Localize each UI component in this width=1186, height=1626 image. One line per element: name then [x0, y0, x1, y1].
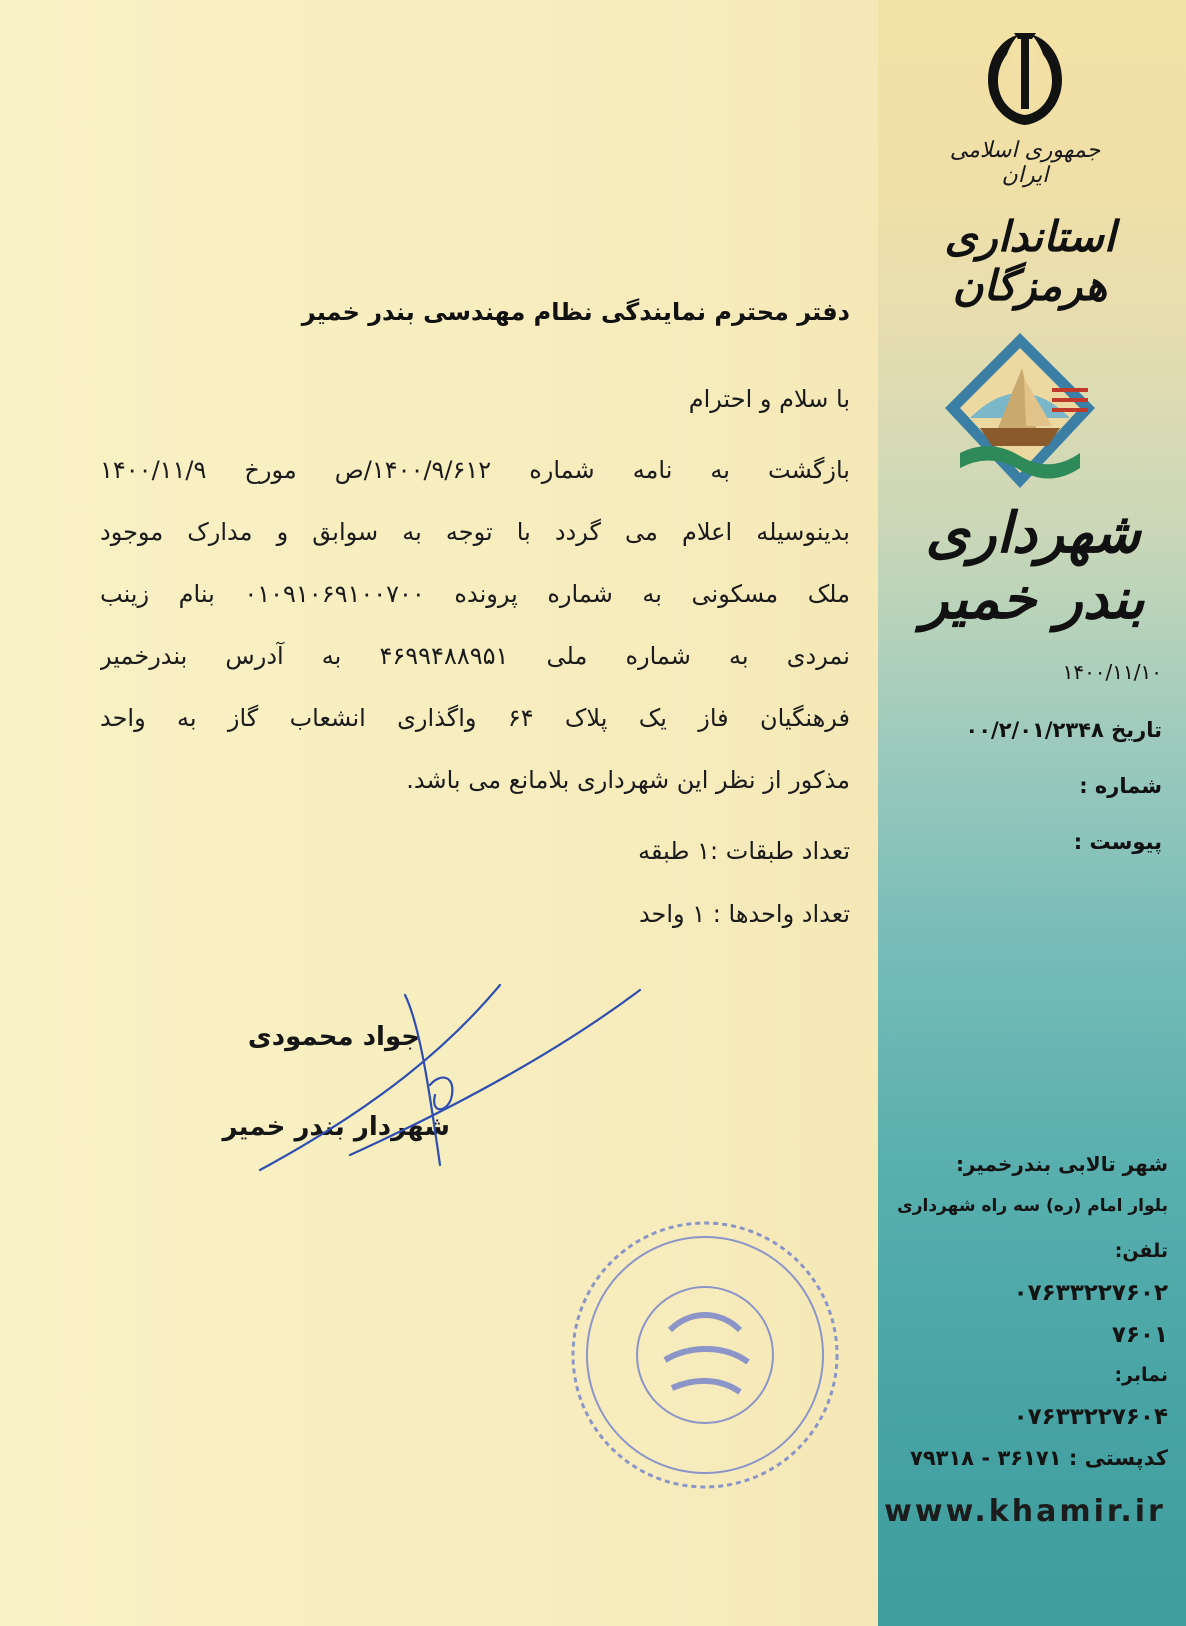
- recipient: دفتر محترم نمایندگی نظام مهندسی بندر خمیر: [301, 298, 850, 326]
- letter-number-label: شماره :: [1079, 774, 1162, 798]
- phone-number: ۰۷۶۳۳۲۲۷۶۰۲: [1013, 1280, 1168, 1306]
- body-line: بازگشت به نامه شماره ۱۴۰۰/۹/۶۱۲/ص مورخ ۱۴۰۰/۱۱/۹: [100, 456, 850, 484]
- body-line: بدینوسیله اعلام می گردد با توجه به سوابق و مدارک موجود: [100, 518, 850, 546]
- body-line: نمردی به شماره ملی ۴۶۹۹۴۸۸۹۵۱ به آدرس بندرخمیر: [100, 642, 850, 670]
- fax-number: ۰۷۶۳۳۲۲۷۶۰۴: [1013, 1404, 1168, 1430]
- phone-label: تلفن:: [1114, 1240, 1168, 1262]
- postal-code: کدپستی : ۳۶۱۷۱ - ۷۹۳۱۸: [910, 1446, 1168, 1470]
- phone-extension: ۷۶۰۱: [1111, 1322, 1168, 1348]
- letter-date: ۱۴۰۰/۱۱/۱۰: [1062, 660, 1162, 684]
- iran-emblem-icon: [970, 25, 1080, 135]
- greeting: با سلام و احترام: [688, 385, 850, 413]
- body-line: مذکور از نظر این شهرداری بلامانع می باشد.: [406, 766, 850, 794]
- handwritten-signature: [230, 955, 650, 1195]
- unit-count: تعداد واحدها : ۱ واحد: [638, 900, 850, 928]
- attachment-label: پیوست :: [1073, 830, 1162, 854]
- signatory-name: جواد محمودی: [247, 1022, 420, 1052]
- website-link[interactable]: www.khamir.ir: [884, 1494, 1166, 1529]
- province-office-title: استانداری هرمزگان: [944, 212, 1116, 310]
- municipality-logo-icon: [940, 328, 1100, 508]
- letter-body: [100, 450, 850, 822]
- official-seal-icon: [560, 1210, 850, 1500]
- signatory-title: شهردار بندر خمیر: [222, 1112, 450, 1142]
- municipality-title: شهرداری بندر خمیر: [921, 500, 1145, 632]
- letter-date-label: تاریخ ۰۰/۲/۰۱/۲۳۴۸: [965, 718, 1162, 742]
- address-city: شهر تالابی بندرخمیر:: [955, 1152, 1168, 1176]
- body-line: فرهنگیان فاز یک پلاک ۶۴ واگذاری انشعاب گاز به واحد: [100, 704, 850, 732]
- floor-count: تعداد طبقات :۱ طبقه: [638, 837, 850, 865]
- address-street: بلوار امام (ره) سه راه شهرداری: [897, 1196, 1168, 1216]
- republic-label: جمهوری اسلامی ایران: [949, 138, 1101, 188]
- body-line: ملک مسکونی به شماره پرونده ۰۱۰۹۱۰۶۹۱۰۰۷۰۰ بنام زینب: [100, 580, 850, 608]
- fax-label: نمابر:: [1114, 1364, 1168, 1386]
